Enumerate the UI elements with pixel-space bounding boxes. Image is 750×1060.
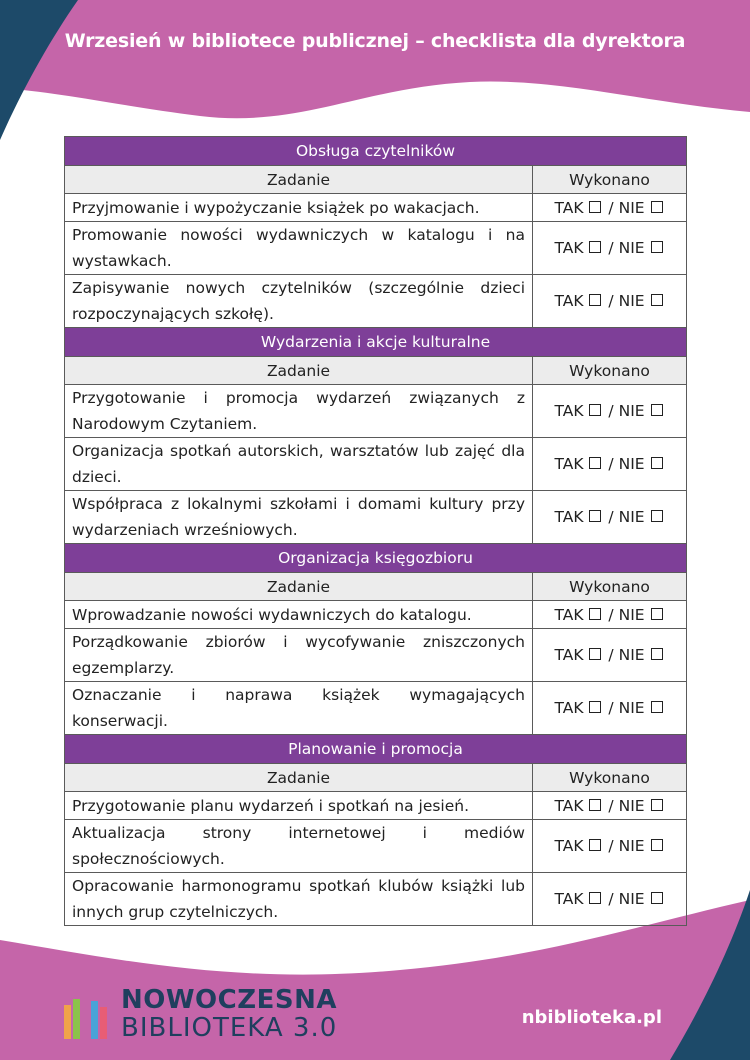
task-text: Porządkowanie zbiorów i wycofywanie zniszczonych egzemplarzy. [65, 629, 533, 682]
yes-label: TAK [554, 239, 584, 257]
separator: / [608, 292, 614, 310]
checklist-table [64, 136, 687, 926]
table-row [65, 222, 687, 275]
no-label: NIE [618, 402, 645, 420]
column-header-row [65, 764, 687, 792]
separator: / [608, 796, 614, 815]
page-title: Wrzesień w bibliotece publicznej – checklista dla dyrektora [64, 30, 686, 52]
books-logo-icon [64, 993, 114, 1039]
yes-label: TAK [554, 605, 584, 624]
done-cell [533, 194, 687, 222]
done-cell [533, 385, 687, 438]
done-cell [533, 873, 687, 926]
table-row [65, 194, 687, 222]
section-header-row [65, 544, 687, 573]
no-checkbox[interactable] [651, 892, 663, 904]
no-checkbox[interactable] [651, 648, 663, 660]
table-row [65, 275, 687, 328]
separator: / [608, 239, 614, 257]
yes-label: TAK [554, 796, 584, 815]
yes-checkbox[interactable] [589, 457, 601, 469]
section-title: Obsługa czytelników [65, 137, 687, 166]
table-row [65, 792, 687, 820]
table-row [65, 385, 687, 438]
no-label: NIE [618, 837, 645, 855]
separator: / [608, 605, 614, 624]
done-cell [533, 629, 687, 682]
task-text: Przygotowanie planu wydarzeń i spotkań na jesień. [65, 792, 533, 820]
footer-url[interactable]: nbiblioteka.pl [521, 1007, 662, 1028]
no-checkbox[interactable] [651, 404, 663, 416]
table-row [65, 682, 687, 735]
no-label: NIE [618, 455, 645, 473]
no-checkbox[interactable] [651, 294, 663, 306]
yes-label: TAK [554, 455, 584, 473]
task-text: Organizacja spotkań autorskich, warsztatów lub zajęć dla dzieci. [65, 438, 533, 491]
section-title: Planowanie i promocja [65, 735, 687, 764]
separator: / [608, 890, 614, 908]
done-cell [533, 222, 687, 275]
done-cell [533, 491, 687, 544]
separator: / [608, 198, 614, 217]
yes-label: TAK [554, 198, 584, 217]
table-row [65, 491, 687, 544]
table-row [65, 629, 687, 682]
done-cell [533, 275, 687, 328]
yes-checkbox[interactable] [589, 510, 601, 522]
separator: / [608, 402, 614, 420]
yes-label: TAK [554, 837, 584, 855]
task-text: Przyjmowanie i wypożyczanie książek po wakacjach. [65, 194, 533, 222]
column-header-task: Zadanie [65, 573, 533, 601]
column-header-task: Zadanie [65, 357, 533, 385]
task-text: Przygotowanie i promocja wydarzeń związanych z Narodowym Czytaniem. [65, 385, 533, 438]
no-label: NIE [618, 796, 645, 815]
column-header-row [65, 573, 687, 601]
no-label: NIE [618, 890, 645, 908]
task-text: Aktualizacja strony internetowej i mediów społecznościowych. [65, 820, 533, 873]
table-row [65, 820, 687, 873]
separator: / [608, 699, 614, 717]
column-header-row [65, 357, 687, 385]
no-checkbox[interactable] [651, 799, 663, 811]
no-label: NIE [618, 239, 645, 257]
yes-checkbox[interactable] [589, 241, 601, 253]
yes-checkbox[interactable] [589, 799, 601, 811]
no-checkbox[interactable] [651, 701, 663, 713]
no-label: NIE [618, 198, 645, 217]
no-checkbox[interactable] [651, 839, 663, 851]
column-header-done: Wykonano [533, 166, 687, 194]
yes-checkbox[interactable] [589, 294, 601, 306]
column-header-done: Wykonano [533, 573, 687, 601]
separator: / [608, 455, 614, 473]
yes-label: TAK [554, 292, 584, 310]
task-text: Opracowanie harmonogramu spotkań klubów książki lub innych grup czytelniczych. [65, 873, 533, 926]
no-checkbox[interactable] [651, 608, 663, 620]
done-cell [533, 820, 687, 873]
column-header-task: Zadanie [65, 166, 533, 194]
yes-label: TAK [554, 890, 584, 908]
separator: / [608, 646, 614, 664]
yes-checkbox[interactable] [589, 404, 601, 416]
no-label: NIE [618, 508, 645, 526]
no-label: NIE [618, 646, 645, 664]
separator: / [608, 508, 614, 526]
column-header-row [65, 166, 687, 194]
yes-label: TAK [554, 646, 584, 664]
task-text: Zapisywanie nowych czytelników (szczególnie dzieci rozpoczynających szkołę). [65, 275, 533, 328]
yes-label: TAK [554, 402, 584, 420]
yes-checkbox[interactable] [589, 201, 601, 213]
task-text: Oznaczanie i naprawa książek wymagających konserwacji. [65, 682, 533, 735]
no-label: NIE [618, 605, 645, 624]
done-cell [533, 438, 687, 491]
no-checkbox[interactable] [651, 241, 663, 253]
done-cell [533, 682, 687, 735]
logo-text-line1: NOWOCZESNA [121, 985, 337, 1015]
no-checkbox[interactable] [651, 510, 663, 522]
logo-text-line2: BIBLIOTEKA 3.0 [121, 1013, 338, 1043]
yes-label: TAK [554, 699, 584, 717]
yes-checkbox[interactable] [589, 839, 601, 851]
yes-checkbox[interactable] [589, 648, 601, 660]
brand-logo [64, 985, 364, 1045]
done-cell [533, 601, 687, 629]
no-label: NIE [618, 292, 645, 310]
yes-checkbox[interactable] [589, 701, 601, 713]
yes-label: TAK [554, 508, 584, 526]
table-row [65, 438, 687, 491]
no-checkbox[interactable] [651, 457, 663, 469]
done-cell [533, 792, 687, 820]
task-text: Współpraca z lokalnymi szkołami i domami kultury przy wydarzeniach wrześniowych. [65, 491, 533, 544]
column-header-done: Wykonano [533, 764, 687, 792]
column-header-task: Zadanie [65, 764, 533, 792]
yes-checkbox[interactable] [589, 892, 601, 904]
yes-checkbox[interactable] [589, 608, 601, 620]
column-header-done: Wykonano [533, 357, 687, 385]
section-title: Organizacja księgozbioru [65, 544, 687, 573]
section-title: Wydarzenia i akcje kulturalne [65, 328, 687, 357]
table-row [65, 601, 687, 629]
separator: / [608, 837, 614, 855]
task-text: Promowanie nowości wydawniczych w katalogu i na wystawkach. [65, 222, 533, 275]
task-text: Wprowadzanie nowości wydawniczych do katalogu. [65, 601, 533, 629]
section-header-row [65, 328, 687, 357]
section-header-row [65, 735, 687, 764]
section-header-row [65, 137, 687, 166]
no-label: NIE [618, 699, 645, 717]
table-row [65, 873, 687, 926]
no-checkbox[interactable] [651, 201, 663, 213]
